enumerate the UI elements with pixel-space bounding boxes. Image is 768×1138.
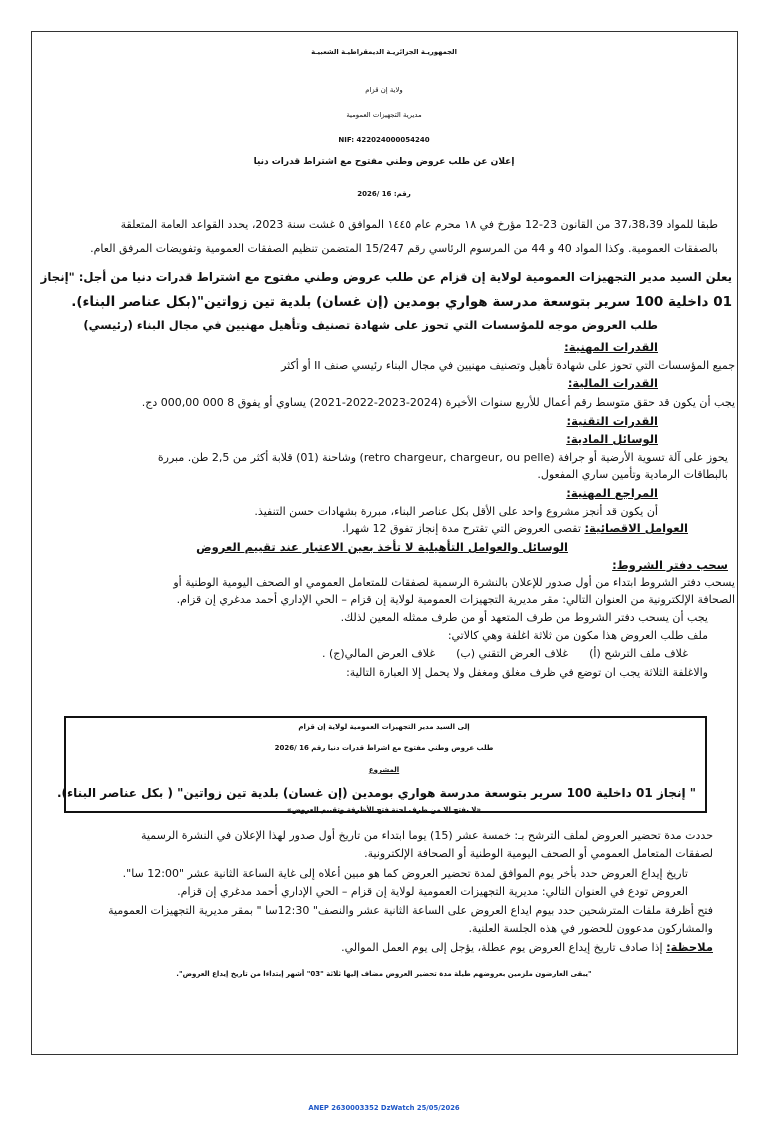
- note-row: [341, 940, 713, 954]
- announcement-number: رقم: 16 /2026: [357, 190, 411, 198]
- envelope-c: غلاف العرض المالي(ج) .: [322, 647, 436, 660]
- withdrawal-line-2: الصحافة الإلكترونية من العنوان التالي: مقر مديرية التجهيزات العمومية لولاية إن قزام – الحي الإداري أحمد مدغري إن قزام.: [176, 593, 735, 606]
- exclusion-factors-label: العوامل الاقصائية:: [584, 521, 688, 535]
- material-means-label: الوسائل المادية:: [566, 432, 658, 446]
- nif-number: NIF: 422024000054240: [338, 136, 430, 144]
- professional-references-label: المراجع المهنية:: [566, 486, 658, 500]
- wilaya-heading: ولاية إن قزام: [365, 86, 403, 94]
- professional-capacities-label: القدرات المهنية:: [564, 340, 658, 354]
- professional-capacities-text: جميع المؤسسات التي تحوز على شهادة تأهيل وتصنيف مهنيين في مجال البناء رئيسي صنف II أو أكثر: [281, 359, 735, 372]
- closing-line-3: تاريخ إيداع العروض حدد بأخر يوم الموافق لمدة تحضير العروض كما هو مبين أعلاه إلى غاية الساعة الثانية عشر "12:00 سا".: [122, 867, 688, 880]
- envelope-box-line-4: " إنجاز 01 داخلية 100 سرير بتوسعة مدرسة هواري بومدين (إن غسان) بلدية تين زواتين" ( بكل عناصر البناء).: [56, 786, 696, 800]
- republic-heading: الجمهوريـة الجزائريـة الديمقراطيـة الشعبيـة: [311, 48, 457, 56]
- envelope-box-line-3: المشروع: [368, 766, 400, 774]
- closing-line-4: العروض تودع في العنوان التالي: مديرية التجهيزات العمومية لولاية إن قزام – الحي الإداري أحمد مدغري إن قزام.: [177, 885, 688, 898]
- intro-line-1: طبقا للمواد 37،38،39 من القانون 23-12 مؤرخ في ١٨ محرم عام ١٤٤٥ الموافق ٥ غشت سنة 2023، يحدد القواعد العامة المتعلقة: [120, 218, 718, 231]
- note-label: ملاحظة:: [666, 940, 713, 954]
- exclusion-factors-text: تقصى العروض التي تقترح مدة إنجاز تفوق 12 شهرا.: [342, 522, 581, 535]
- envelope-a: غلاف ملف الترشح (أ): [589, 647, 688, 660]
- withdrawal-line-1: يسحب دفتر الشروط ابتداء من أول صدور للإعلان بالنشرة الرسمية لصفقات للمتعامل العمومي او الصحف اليومية الوطنية أو: [173, 576, 735, 589]
- envelope-box-line-5: «لا يفتح الا من طرف لجنة فتح الأظرفة وتقييم العروض»: [286, 806, 482, 814]
- professional-references-text: أن يكون قد أنجز مشروع واحد على الأقل بكل عناصر البناء، مبررة بشهادات حسن التنفيذ.: [254, 505, 658, 518]
- note-text: إذا صادف تاريخ إيداع العروض يوم عطلة، يؤجل إلى يوم العمل الموالي.: [341, 941, 663, 954]
- closing-line-6: والمشاركون مدعوون للحضور في هذه الجلسة العلنية.: [468, 922, 713, 935]
- call-line-3: طلب العروض موجه للمؤسسات التي تحوز على شهادة تصنيف وتأهيل مهنيين في مجال البناء (رئيسي): [83, 318, 658, 332]
- withdrawal-line-4: ملف طلب العروض هذا مكون من ثلاثة اغلفة وهي كالاتي:: [447, 629, 708, 642]
- call-line-2: 01 داخلية 100 سرير بتوسعة مدرسة هواري بومدين (إن غسان) بلدية تين زواتين"(بكل عناصر البناء).: [71, 294, 732, 310]
- announcement-title: إعلان عن طلب عروض وطني مفتوح مع اشتراط قدرات دنيا: [253, 157, 515, 167]
- closing-line-1: حددت مدة تحضير العروض لملف الترشح بـ: خمسة عشر (15) يوما ابتداء من تاريخ أول صدور لهذا الإعلان في النشرة الرسمية: [141, 829, 713, 842]
- withdrawal-line-3: يجب أن يسحب دفتر الشروط من طرف المتعهد أو من طرف ممثله المعين لذلك.: [340, 611, 708, 624]
- anep-reference: ANEP 2630003352 DzWatch 25/05/2026: [308, 1104, 460, 1112]
- envelope-box-line-2: طلب عروض وطني مفتوح مع اشراط قدرات دنيا رقم 16 /2026: [274, 744, 494, 752]
- intro-line-2: بالصفقات العمومية. وكذا المواد 40 و 44 من المرسوم الرئاسي رقم 15/247 المتضمن تنظيم الصفقات العمومية وتفويضات المرفق العام.: [90, 242, 718, 255]
- call-line-1: يعلن السيد مدير التجهيزات العمومية لولاية إن قزام عن طلب عروض وطني مفتوح مع اشتراط قدرات دنيا من أجل: "إنجاز: [40, 270, 732, 284]
- material-means-text-1: يحوز على آلة تسوية الأرضية أو جرافة (retro chargeur, chargeur, ou pelle) وشاحنة (01) قلابة أكثر من 2,5 طن. مبررة: [157, 451, 728, 464]
- qualifying-note: الوسائل والعوامل التأهيلية لا تأخذ بعين الاعتبار عند تقييم العروض: [196, 540, 568, 554]
- technical-capacities-label: القدرات التقنية:: [566, 414, 658, 428]
- closing-line-2: لصفقات المتعامل العمومي أو الصحف اليومية الوطنية أو الصحافة الإلكترونية.: [364, 847, 713, 860]
- withdrawal-line-5: والاغلفة الثلاثة يجب ان توضع في ظرف مغلق ومغفل ولا يحمل إلا العبارة التالية:: [346, 666, 708, 679]
- exclusion-factors-row: [342, 521, 688, 535]
- directorate-heading: مديرية التجهيزات العمومية: [346, 111, 422, 119]
- envelope-b: غلاف العرض التقني (ب): [456, 647, 569, 660]
- withdrawal-label: سحب دفتر الشروط:: [612, 558, 728, 572]
- financial-capacities-label: القدرات المالية:: [567, 376, 658, 390]
- envelopes-list: [48, 646, 688, 662]
- final-statement: "يبقى العارضون ملزمين بعروضهم طيلة مدة تحضير العروض مضاف إليها ثلاثة "03" أشهر إبتداءا من تاريخ إيداع العروض".: [176, 970, 592, 978]
- envelope-box-line-1: إلى السيد مدير التجهيزات العمومية لولاية إن قزام: [298, 723, 470, 731]
- closing-line-5: فتح أظرفة ملفات المترشحين حدد بيوم ايداع العروض على الساعة الثانية عشر والنصف" 12:30سا " بمقر مديرية التجهيزات العمومية: [108, 904, 713, 917]
- material-means-text-2: بالبطاقات الرمادية وتأمين ساري المفعول.: [537, 468, 728, 481]
- financial-capacities-text: يجب أن يكون قد حقق متوسط رقم أعمال للأربع سنوات الأخيرة (2024-2023-2022-2021) يساوي أو يفوق 8 000 000,00 دج.: [141, 396, 735, 409]
